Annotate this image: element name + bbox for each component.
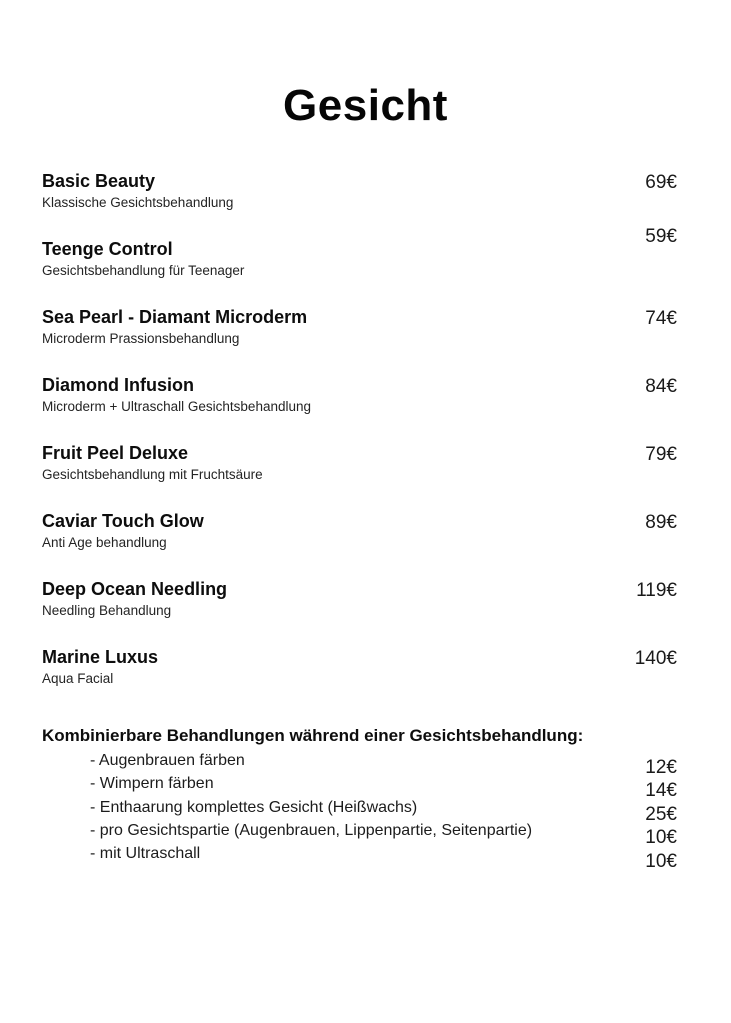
- combi-label-list: [90, 749, 561, 865]
- combi-item-price: 14€: [645, 780, 677, 802]
- item-name: Caviar Touch Glow: [42, 511, 204, 531]
- combi-item-price: 12€: [645, 757, 677, 778]
- item-name: Basic Beauty: [42, 171, 156, 191]
- item-price: 89€: [645, 512, 677, 533]
- item-price: 59€: [645, 226, 677, 247]
- combi-item-price: 10€: [645, 827, 677, 849]
- item-price: 79€: [645, 444, 677, 465]
- item-name: Marine Luxus: [42, 647, 159, 667]
- combi-item-price: 25€: [645, 803, 677, 825]
- combi-heading: Kombinierbare Behandlungen während einer Gesichtsbehandlung:: [42, 726, 584, 745]
- item-description: Microderm Prassionsbehandlung: [42, 331, 240, 346]
- combi-item-label: - mit Ultraschall: [90, 845, 201, 863]
- item-description: Aqua Facial: [42, 671, 114, 686]
- menu-item: [42, 579, 677, 619]
- combi-item-label: - Wimpern färben: [90, 775, 214, 793]
- item-price: 84€: [645, 376, 677, 397]
- combi-item-label: - pro Gesichtspartie (Augenbrauen, Lippenpartie, Seitenpartie): [90, 821, 533, 839]
- item-description: Gesichtsbehandlung für Teenager: [42, 263, 245, 278]
- combi-item-price: 10€: [645, 850, 677, 872]
- menu-item: [42, 307, 677, 347]
- combi-price-list: [645, 756, 677, 873]
- page-title: Gesicht: [283, 81, 448, 130]
- item-price: 69€: [645, 172, 677, 193]
- item-price: 140€: [634, 648, 677, 669]
- menu-item: [42, 226, 677, 279]
- combi-item-label: - Augenbrauen färben: [90, 752, 245, 769]
- menu-item: [42, 375, 677, 415]
- item-price: 74€: [645, 308, 677, 329]
- item-name: Diamond Infusion: [42, 375, 194, 395]
- menu-item: [42, 171, 677, 211]
- item-name: Teenge Control: [42, 239, 173, 259]
- item-description: Anti Age behandlung: [42, 535, 167, 550]
- item-price: 119€: [636, 580, 677, 601]
- item-name: Deep Ocean Needling: [42, 579, 228, 599]
- combi-item-label: - Enthaarung komplettes Gesicht (Heißwachs): [90, 798, 418, 816]
- item-name: Sea Pearl - Diamant Microderm: [42, 307, 308, 327]
- item-description: Microderm + Ultraschall Gesichtsbehandlung: [42, 399, 311, 414]
- item-name: Fruit Peel Deluxe: [42, 443, 189, 463]
- menu-item: [42, 511, 677, 551]
- item-description: Needling Behandlung: [42, 603, 172, 618]
- menu-item: [42, 443, 677, 483]
- menu-item: [42, 647, 677, 687]
- item-description: Klassische Gesichtsbehandlung: [42, 195, 234, 210]
- item-description: Gesichtsbehandlung mit Fruchtsäure: [42, 467, 263, 482]
